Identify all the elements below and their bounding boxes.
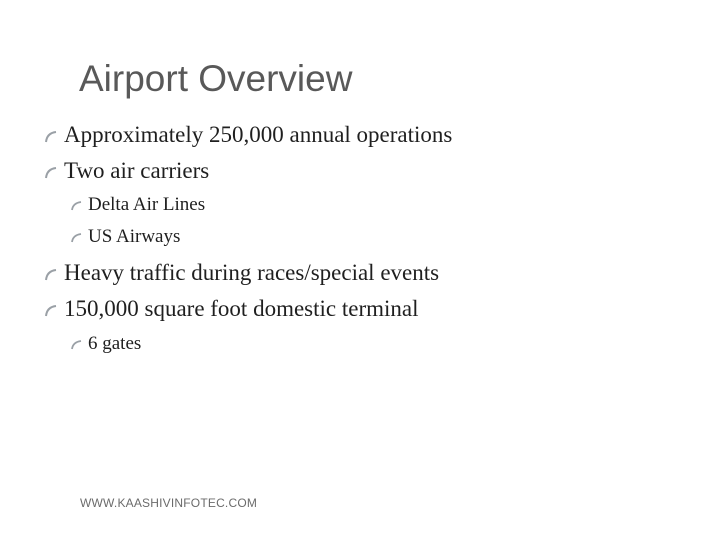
bullet-item	[70, 194, 205, 216]
bullet-arc-icon	[44, 128, 64, 142]
bullet-arc-icon	[70, 337, 88, 349]
bullet-arc-icon	[44, 164, 64, 178]
bullet-item	[44, 158, 209, 184]
bullet-arc-icon	[44, 266, 64, 280]
bullet-text: 150,000 square foot domestic terminal	[64, 296, 419, 321]
bullet-text: Heavy traffic during races/special events	[64, 260, 440, 285]
bullet-item	[44, 260, 439, 286]
bullet-item	[70, 333, 141, 355]
bullet-text: US Airways	[88, 226, 181, 247]
bullet-text: 6 gates	[88, 333, 142, 354]
bullet-text: Two air carriers	[64, 158, 210, 183]
slide-title: Airport Overview	[79, 58, 353, 99]
bullet-arc-icon	[70, 230, 88, 242]
bullet-arc-icon	[70, 198, 88, 210]
bullet-item	[44, 296, 419, 322]
bullet-item	[44, 122, 452, 148]
footer-url: WWW.KAASHIVINFOTEC.COM	[80, 496, 258, 510]
bullet-item	[70, 226, 180, 248]
bullet-arc-icon	[44, 302, 64, 316]
bullet-text: Delta Air Lines	[88, 194, 206, 215]
bullet-text: Approximately 250,000 annual operations	[64, 122, 453, 147]
